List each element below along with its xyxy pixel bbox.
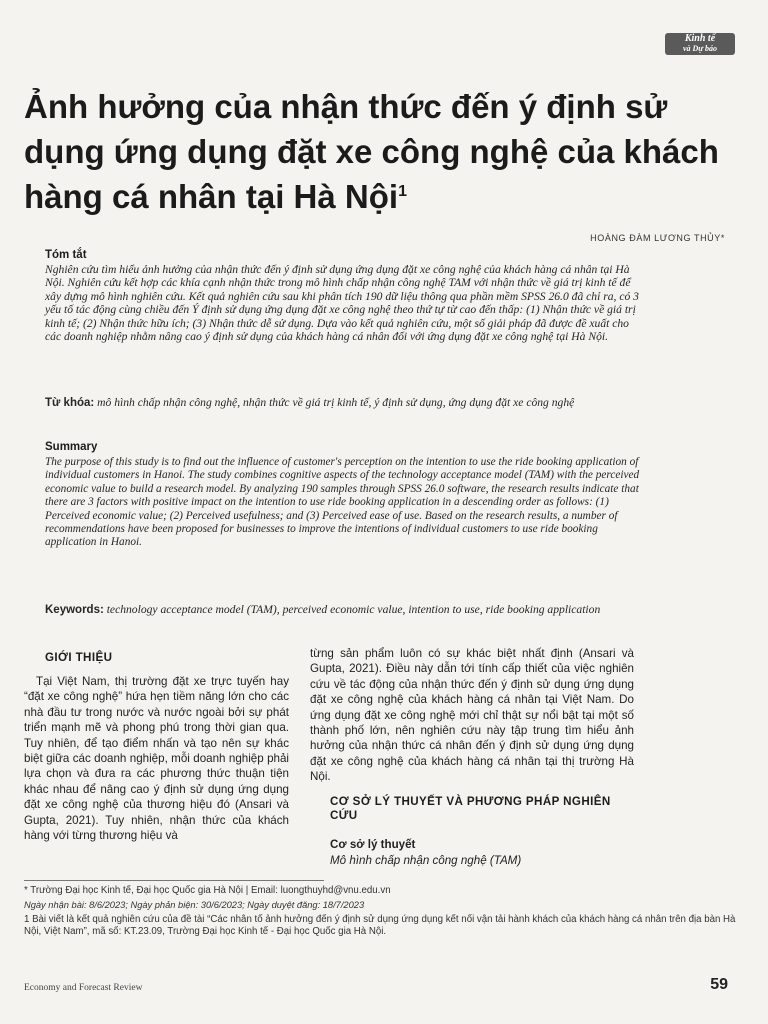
intro-paragraph: Tại Việt Nam, thị trường đặt xe trực tuyến hay “đặt xe công nghệ” hứa hẹn tiềm năng lớn cho các nhà đầu tư trong nước và nước ngoài bởi sự phát triển mạnh mẽ và phong phú trong thời gian qua. Tuy nhiên, để tạo điểm nhấn và tạo nên sự khác biệt giữa các doanh nghiệp, mỗi doanh nghiệp phải lựa chọn và đưa ra các phương thức thuận tiện khác nhau để nâng cao ý định sử dụng ứng dụng đặt xe công nghệ của thương hiệu đó (Ansari và Gupta, 2021). Tuy nhiên, nhận thức của khách hàng với từng thương hiệu và — [24, 675, 289, 843]
footnote-dates: Ngày nhận bài: 8/6/2023; Ngày phản biện: 30/6/2023; Ngày duyệt đăng: 18/7/2023 — [24, 900, 365, 910]
title-footnote-mark: 1 — [398, 183, 407, 200]
intro-heading: GIỚI THIỆU — [45, 651, 113, 664]
keywords-vi-label: Từ khóa: — [45, 397, 95, 409]
abstract-en-heading: Summary — [45, 441, 98, 453]
journal-logo — [665, 33, 735, 55]
intro-paragraph-continued: từng sản phẩm luôn có sự khác biệt nhất định (Ansari và Gupta, 2021). Điều này dẫn tới tính cấp thiết của việc nghiên cứu về tác động của nhận thức đến ý định sử dụng ứng dụng đặt xe công nghệ của khách hàng cá nhân tại Việt Nam. Do ứng dụng đặt xe công nghệ mới chỉ thật sự nổi bật tại một số thành phố lớn, nên nghiên cứu này tập trung tìm hiểu ảnh hưởng của nhận thức cá nhân đến ý định sử dụng ứng dụng đặt xe công nghệ của khách hàng cá nhân tại thị trường Hà Nội. — [310, 647, 634, 784]
footnote-divider — [24, 880, 324, 881]
abstract-vi-heading: Tóm tắt — [45, 249, 87, 261]
keywords-vi — [45, 396, 645, 410]
theory-heading: CƠ SỞ LÝ THUYẾT VÀ PHƯƠNG PHÁP NGHIÊN CỨU — [330, 795, 611, 822]
right-column — [310, 646, 634, 785]
page-number: 59 — [710, 976, 728, 993]
keywords-en-text: technology acceptance model (TAM), perceived economic value, intention to use, ride booking application — [106, 603, 601, 616]
article-title-text: Ảnh hưởng của nhận thức đến ý định sử dụng ứng dụng đặt xe công nghệ của khách hàng cá nhân tại Hà Nội — [24, 88, 719, 215]
footer-journal-name: Economy and Forecast Review — [24, 983, 143, 993]
abstract-vi-text: Nghiên cứu tìm hiểu ảnh hưởng của nhận thức đến ý định sử dụng ứng dụng đặt xe công nghệ của khách hàng cá nhân tại Hà Nội. Nghiên cứu kết hợp các khía cạnh nhận thức trong mô hình chấp nhận công nghệ TAM với nhận thức về giá trị kinh tế để xây dựng mô hình nghiên cứu. Kết quả nghiên cứu sau khi phân tích 190 dữ liệu thông qua phần mềm SPSS 26.0 đã chỉ ra, có 3 yếu tố tác động cùng chiều đến Ý định sử dụng ứng dụng đặt xe công nghệ theo thứ tự từ cao đến thấp: (1) Nhận thức về giá trị kinh tế; (2) Nhận thức hữu ích; (3) Nhận thức dễ sử dụng. Dựa vào kết quả nghiên cứu, một số giải pháp đã được đề xuất cho các doanh nghiệp nhằm nâng cao ý định sử dụng của khách hàng cá nhân đối với ứng dụng đặt xe công nghệ tại Hà Nội. — [45, 263, 639, 344]
author-name: HOÀNG ĐÀM LƯƠNG THỦY* — [590, 233, 725, 243]
keywords-en-label: Keywords: — [45, 604, 104, 616]
article-title — [24, 84, 724, 219]
abstract-en-text: The purpose of this study is to find out the influence of customer's perception on the intention to use the ride booking application of individual customers in Hanoi. The study combines cognitive aspects of the technology acceptance model (TAM) with the perceived economic value to build a research model. By analyzing 190 samples through SPSS 26.0 software, the research results indicate that there are 3 factors with positive impact on the intention to use ride booking application in a descending order as follows: (1) Perceived economic value; (2) Perceived usefulness; and (3) Perceived ease of use. Based on the research results, a number of recommendations have been proposed for businesses to improve the intentions of individual customers to use ride booking application in Hanoi. — [45, 456, 640, 549]
logo-line1: Kinh tế — [684, 33, 716, 44]
logo-line2: và Dự báo — [682, 44, 718, 53]
footnote-affiliation: * Trường Đại học Kinh tế, Đại học Quốc gia Hà Nội | Email: luongthuyhd@vnu.edu.vn — [24, 885, 391, 896]
footnote-1: 1 Bài viết là kết quả nghiên cứu của đề tài “Các nhân tố ảnh hưởng đến ý định sử dụng ứng dụng kết nối vận tải hành khách của khách hàng cá nhân trên địa bàn Hà Nội, Việt Nam”, mã số: KT.23.09, Trường Đại học Kinh tế - Đại học Quốc gia Hà Nội. — [24, 914, 736, 938]
left-column — [24, 674, 289, 843]
theory-subheading: Cơ sở lý thuyết — [330, 838, 416, 851]
keywords-en — [45, 603, 645, 617]
theory-subsubheading: Mô hình chấp nhận công nghệ (TAM) — [330, 854, 522, 867]
keywords-vi-text: mô hình chấp nhận công nghệ, nhận thức về giá trị kinh tế, ý định sử dụng, ứng dụng đặt xe công nghệ — [97, 396, 575, 409]
